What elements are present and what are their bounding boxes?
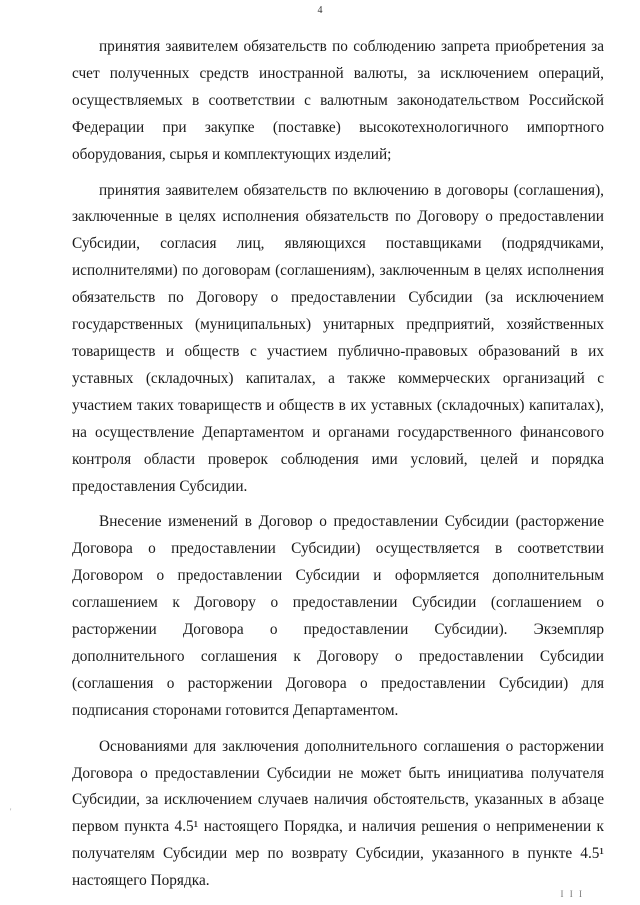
paragraph-contract-consent: принятия заявителем обязательств по включению в договоры (соглашения), заключенные в целях исполнения обязательств по Договору о предоставлении Субсидии, согласия лиц, являющихся поставщиками (подрядчиками, исполнителями) по договорам (соглашениям), заключенным в целях исполнения обязательств по Договору о предоставлении Субсидии (за исключением государственных (муниципальных) унитарных предприятий, хозяйственных товариществ и обществ с участием публично-правовых образований в их уставных (складочных) капиталах, а также коммерческих организаций с участием таких товариществ и обществ в их уставных (складочных) капиталах), на осуществление Департаментом и органами государственного финансового контроля области проверок соблюдения ими условий, целей и порядка предоставления Субсидии. <box>72 181 604 495</box>
paragraph-termination-grounds: Основаниями для заключения дополнительного соглашения о расторжении Договора о предоставлении Субсидии не может быть инициатива получателя Субсидии, за исключением случаев наличия обстоятельств, указанных в абзаце первом пункта 4.5¹ настоящего Порядка, и наличия решения о неприменении к получателям Субсидии мер по возврату Субсидии, указанного в пункте 4.5¹ настоящего Порядка. <box>72 737 604 890</box>
margin-mark: ' <box>10 807 12 816</box>
page-number: 4 <box>317 5 323 16</box>
paragraph-currency-ban: принятия заявителем обязательств по соблюдению запрета приобретения за счет полученных средств иностранной валюты, за исключением операций, осуществляемых в соответствии с валютным законодательством Российской Федерации при закупке (поставке) высокотехнологичного импортного оборудования, сырья и комплектующих изделий; <box>72 38 604 163</box>
paragraph-amendments: Внесение изменений в Договор о предоставлении Субсидии (расторжение Договора о предоставлении Субсидии) осуществляется в соответствии Договором о предоставлении Субсидии и оформляется дополнительным соглашением к Договору о предоставлении Субсидии (соглашением о расторжении Договора о предоставлении Субсидии). Экземпляр дополнительного соглашения к Договору о предоставлении Субсидии (соглашения о расторжении Договора о предоставлении Субсидии) для подписания сторонами готовится Департаментом. <box>72 513 604 719</box>
footer-mark: I I I <box>560 889 584 899</box>
document-body <box>72 34 604 895</box>
